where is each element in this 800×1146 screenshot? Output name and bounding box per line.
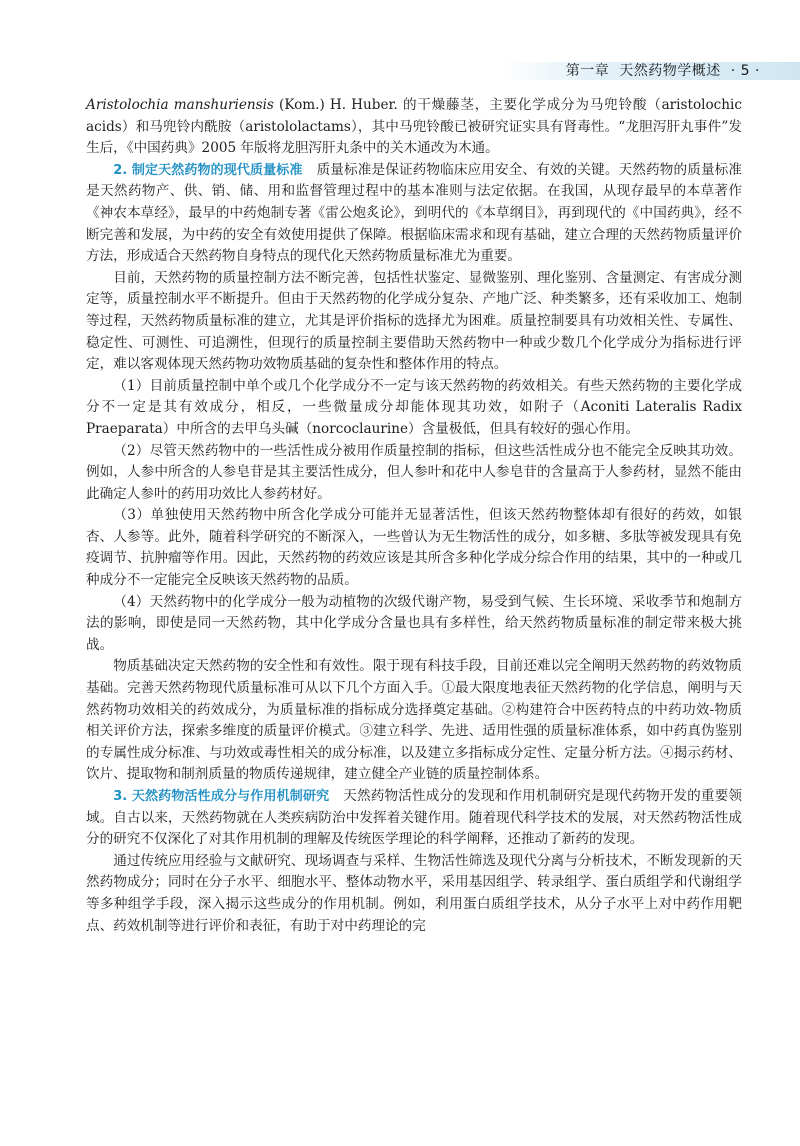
paragraph-item-3: （3）单独使用天然药物中所含化学成分可能并无显著活性，但该天然药物整体却有很好的药效，如银杏、人参等。此外，随着科学研究的不断深入，一些曾认为无生物活性的成分，如多糖、多肽等被发现具有免疫调节、抗肿瘤等作用。因此，天然药物的药效应该是其所含多种化学成分综合作用的结果，其中的一种或几种成分不一定能完全反映该天然药物的品质。 [86, 507, 742, 589]
page-body [86, 95, 742, 937]
section-3-paragraph [86, 786, 742, 851]
page-number: · 5 · [730, 63, 760, 79]
paragraph-item-1: （1）目前质量控制中单个或几个化学成分不一定与该天然药物的药效相关。有些天然药物的主要化学成分不一定是其有效成分，相反，一些微量成分却能体现其功效，如附子（Aconiti Lateralis Radix Praeparata）中所含的去甲乌头碱（norcoclaurine）含量极低，但具有较好的强心作用。 [86, 377, 742, 437]
header-band [500, 62, 800, 80]
paragraph-continued [86, 95, 742, 160]
paragraph-item-2: （2）尽管天然药物中的一些活性成分被用作质量控制的指标，但这些活性成分也不能完全反映其功效。例如，人参中所含的人参皂苷是其主要活性成分，但人参叶和花中人参皂苷的含量高于人参药材，显然不能由此确定人参叶的药用功效比人参药材好。 [86, 442, 742, 502]
running-header [0, 62, 800, 80]
section-2-title: 2. 制定天然药物的现代质量标准 [113, 162, 303, 178]
section-2-paragraph [86, 160, 742, 268]
paragraph-text: 质量标准是保证药物临床应用安全、有效的关键。天然药物的质量标准是天然药物产、供、销、储、用和监督管理过程中的基本准则与法定依据。在我国，从现存最早的本草著作《神农本草经》，最早的中药炮制专著《雷公炮炙论》，到明代的《本草纲目》，再到现代的《中国药典》，经不断完善和发展，为中药的安全有效使用提供了保障。根据临床需求和现有基础，建立合理的天然药物质量评价方法，形成适合天然药物自身特点的现代化天然药物质量标准尤为重要。 [86, 161, 742, 265]
chapter-number: 第一章 [565, 63, 610, 79]
species-name: Aristolochia manshuriensis [86, 97, 274, 113]
paragraph-item-4: （4）天然药物中的化学成分一般为动植物的次级代谢产物，易受到气候、生长环境、采收季节和炮制方法的影响，即使是同一天然药物，其中化学成分含量也具有多样性，给天然药物质量标准的制定带来极大挑战。 [86, 593, 742, 653]
paragraph-text: (Kom.) H. Huber. 的干燥藤茎，主要化学成分为马兜铃酸（aristolochic acids）和马兜铃内酰胺（aristololactams），其中马兜铃酸已被研究证实具有肾毒性。“龙胆泻肝丸事件”发生后，《中国药典》2005 年版将龙胆泻肝丸条中的关木通改为木通。 [86, 97, 742, 157]
section-3-title: 3. 天然药物活性成分与作用机制研究 [113, 789, 330, 804]
paragraph: 通过传统应用经验与文献研究、现场调查与采样、生物活性筛选及现代分离与分析技术，不断发现新的天然药物成分；同时在分子水平、细胞水平、整体动物水平，采用基因组学、转录组学、蛋白质组学和代谢组学等多种组学手段，深入揭示这些成分的作用机制。例如，利用蛋白质组学技术，从分子水平上对中药作用靶点、药效机制等进行评价和表征，有助于对中药理论的完 [86, 852, 742, 934]
chapter-title: 天然药物学概述 [619, 63, 721, 79]
paragraph: 物质基础决定天然药物的安全性和有效性。限于现有科技手段，目前还难以完全阐明天然药物的药效物质基础。完善天然药物现代质量标准可从以下几个方面入手。①最大限度地表征天然药物的化学信息，阐明与天然药物功效相关的药效成分，为质量标准的指标成分选择奠定基础。②构建符合中医药特点的中药功效-物质相关评价方法，探索多维度的质量评价模式。③建立科学、先进、适用性强的质量标准体系，如中药真伪鉴别的专属性成分标准、与功效或毒性相关的成分标准，以及建立多指标成分定性、定量分析方法。④揭示药材、饮片、提取物和制剂质量的物质传递规律，建立健全产业链的质量控制体系。 [86, 658, 742, 783]
paragraph-text: 天然药物活性成分的发现和作用机制研究是现代药物开发的重要领域。自古以来，天然药物就在人类疾病防治中发挥着关键作用。随着现代科学技术的发展，对天然药物活性成分的研究不仅深化了对其作用机制的理解及传统医学理论的科学阐释，还推动了新药的发现。 [86, 788, 743, 848]
header-text [566, 62, 760, 80]
paragraph: 目前，天然药物的质量控制方法不断完善，包括性状鉴定、显微鉴别、理化鉴别、含量测定、有害成分测定等，质量控制水平不断提升。但由于天然药物的化学成分复杂、产地广泛、种类繁多，还有采收加工、炮制等过程，天然药物质量标准的建立，尤其是评价指标的选择尤为困难。质量控制要具有功效相关性、专属性、稳定性、可测性、可追溯性，但现行的质量控制主要借助天然药物中一种或少数几个化学成分为指标进行评定，难以客观体现天然药物功效物质基础的复杂性和整体作用的特点。 [86, 269, 742, 373]
